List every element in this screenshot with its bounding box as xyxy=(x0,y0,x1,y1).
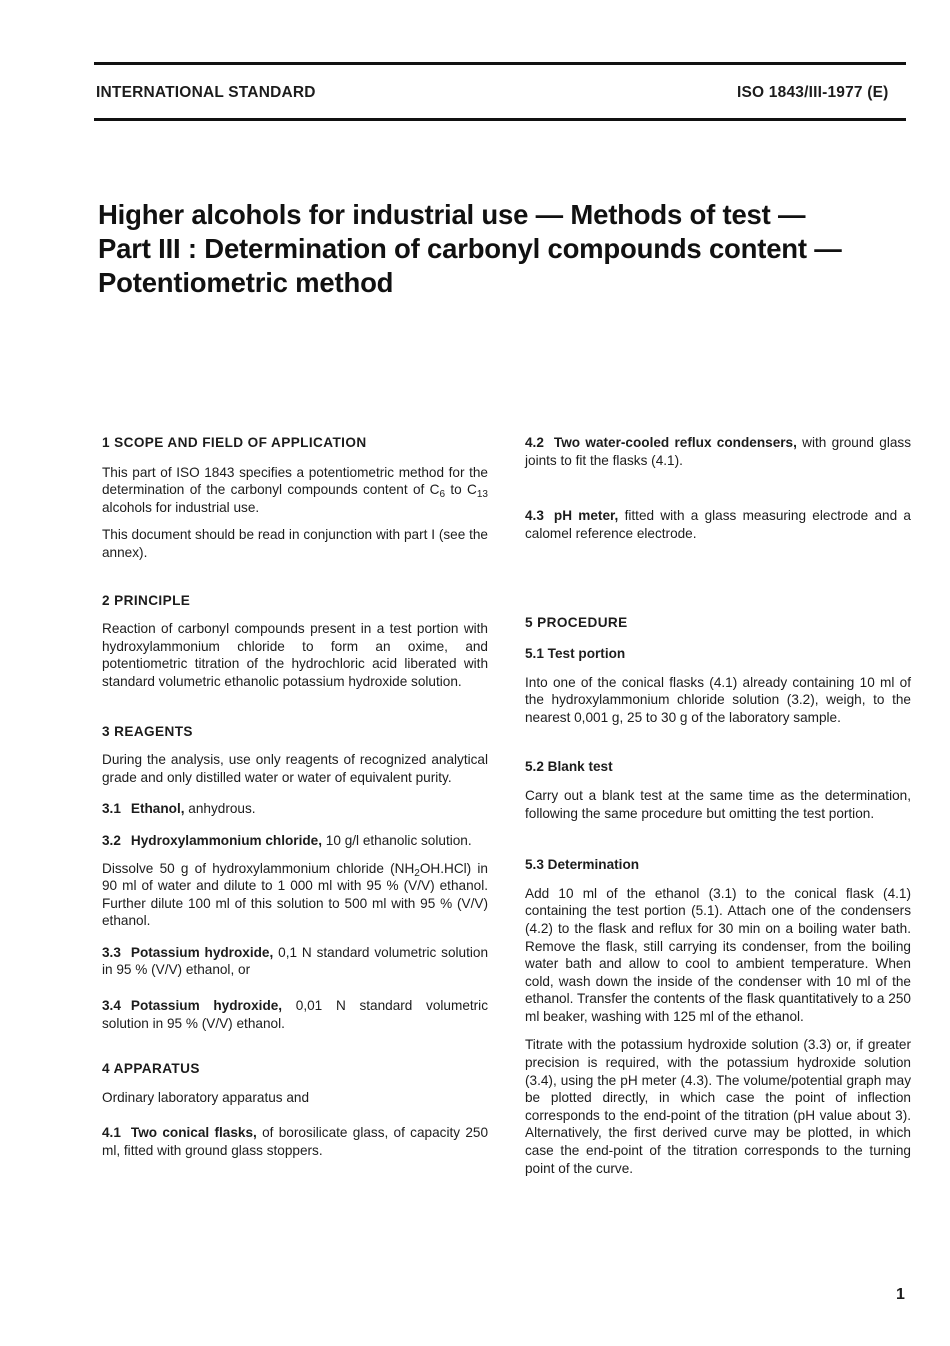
item-4-2-number: 4.2 xyxy=(525,435,544,450)
s1-sub-6: 6 xyxy=(439,489,446,501)
item-4-1-text: of borosilicate glass, of capacity 250 ml, fitted with ground glass stoppers. xyxy=(102,1125,489,1159)
subsection-5-3-heading: 5.3 Determination xyxy=(525,857,640,873)
item-3-2-sub-2: 2 xyxy=(414,867,420,879)
header-rule xyxy=(94,118,906,121)
left-column xyxy=(102,434,488,1160)
s1-text-c: alcohols for industrial use. xyxy=(102,499,260,515)
page-number: 1 xyxy=(896,1286,905,1303)
section-5-heading: 5 PROCEDURE xyxy=(525,615,628,631)
section-2-paragraph: Reaction of carbonyl compounds present in a test portion with hydroxylammonium chloride to form an oxime, and potentiometric titration of the hydrochloric acid liberated with standard volumetric ethanolic potassium hydroxide solution. xyxy=(102,621,488,689)
title-line-1: Higher alcohols for industrial use — Methods of test — xyxy=(98,199,806,230)
top-rule xyxy=(94,62,906,65)
section-1-paragraph-2: This document should be read in conjunction with part I (see the annex). xyxy=(102,527,488,560)
header-document-number: ISO 1843/III-1977 (E) xyxy=(737,84,889,101)
item-4-2 xyxy=(525,434,911,469)
item-3-1-number: 3.1 xyxy=(102,801,121,817)
section-1-heading: 1 SCOPE AND FIELD OF APPLICATION xyxy=(102,435,367,450)
item-4-3-text: fitted with a glass measuring electrode and a calomel reference electrode. xyxy=(525,508,911,541)
item-4-1-title: Two conical flasks, xyxy=(130,1125,257,1141)
item-3-1-text: anhydrous. xyxy=(184,801,256,817)
item-3-3-title: Potassium hydroxide, xyxy=(130,944,274,960)
subsection-5-1-heading: 5.1 Test portion xyxy=(525,645,626,661)
item-3-4-number: 3.4 xyxy=(102,998,121,1014)
section-1-paragraph-1 xyxy=(102,464,488,517)
s1-text-b: to C xyxy=(445,482,477,498)
item-3-3-text: 0,1 N standard volumetric solution in 95 % (V/V) ethanol, or xyxy=(102,944,489,978)
header-standard-label: INTERNATIONAL STANDARD xyxy=(96,84,316,101)
section-2-heading: 2 PRINCIPLE xyxy=(102,592,191,608)
title-line-2: Part III : Determination of carbonyl compounds content — xyxy=(98,233,842,264)
section-4-heading: 4 APPARATUS xyxy=(102,1061,200,1077)
document-title xyxy=(98,198,918,300)
section-3-paragraph: During the analysis, use only reagents of recognized analytical grade and only distilled water or water of equivalent purity. xyxy=(102,752,488,785)
subsection-5-1-paragraph: Into one of the conical flasks (4.1) already containing 10 ml of the hydroxylammonium chloride solution (3.2), weigh, to the nearest 0,001 g, 25 to 30 g of the laboratory sample. xyxy=(525,674,911,725)
item-3-2-para-a: Dissolve 50 g of hydroxylammonium chloride (NH xyxy=(102,860,415,876)
title-line-3: Potentiometric method xyxy=(98,267,394,298)
item-4-3-title: pH meter, xyxy=(553,508,619,524)
item-3-2 xyxy=(102,832,488,850)
item-3-2-text: 10 g/l ethanolic solution. xyxy=(322,832,472,848)
item-4-3-number: 4.3 xyxy=(525,508,544,524)
section-3-heading: 3 REAGENTS xyxy=(102,723,193,739)
right-column xyxy=(525,434,911,1177)
subsection-5-3-paragraph-1: Add 10 ml of the ethanol (3.1) to the conical flask (4.1) containing the test portion (5.1). Attach one of the condensers (4.2) to the flask and reflux for 30 min on a boiling water bath. Remove the flask, still carrying its condenser, from the boiling water bath and allow to cool to ambient temperature. When cold, wash down the inside of the condenser with 10 ml of the ethanol. Transfer the contents of the flask quantitatively to a 250 ml beaker, washing with 125 ml of the ethanol. xyxy=(525,885,911,1024)
item-3-2-number: 3.2 xyxy=(102,832,121,848)
item-3-4-text: 0,01 N standard volumetric solution in 95 % (V/V) ethanol. xyxy=(102,998,488,1031)
item-3-1-title: Ethanol, xyxy=(130,801,185,817)
item-3-3-number: 3.3 xyxy=(102,944,121,960)
item-4-2-title: Two water-cooled reflux condensers, xyxy=(553,435,797,450)
item-3-2-para-b: OH.HCl) in 90 ml of water and dilute to 1 000 ml with 95 % (V/V) ethanol. Further dilute 100 ml of this solution to 500 ml with 95 % (V/V) ethanol. xyxy=(102,860,488,929)
item-4-2-text: with ground glass joints to fit the flasks (4.1). xyxy=(525,435,911,468)
subsection-5-3-paragraph-2: Titrate with the potassium hydroxide solution (3.3) or, if greater precision is required, with the potassium hydroxide solution (3.4), using the pH meter (4.3). The volume/potential graph may be plotted directly, in which case the point of inflection corresponds to the end-point of the titration (pH value about 3). Alternatively, the first derived curve may be plotted, in which case the end-point of the titration corresponds to the turning point of the curve. xyxy=(525,1037,911,1176)
subsection-5-2-heading: 5.2 Blank test xyxy=(525,759,613,775)
item-3-2-paragraph xyxy=(102,860,488,930)
item-4-1 xyxy=(102,1124,488,1159)
item-4-3 xyxy=(525,507,911,542)
item-3-3 xyxy=(102,944,488,979)
item-4-1-number: 4.1 xyxy=(102,1125,121,1141)
section-4-paragraph: Ordinary laboratory apparatus and xyxy=(102,1089,310,1105)
item-3-1 xyxy=(102,800,488,818)
item-3-4 xyxy=(102,997,488,1032)
s1-sub-13: 13 xyxy=(476,489,488,501)
item-3-4-title: Potassium hydroxide, xyxy=(130,998,283,1014)
item-3-2-title: Hydroxylammonium chloride, xyxy=(130,832,323,848)
subsection-5-2-paragraph: Carry out a blank test at the same time as the determination, following the same procedure but omitting the test portion. xyxy=(525,787,911,821)
s1-text-a: This part of ISO 1843 specifies a potentiometric method for the determination of the carbonyl compounds content of C xyxy=(102,464,488,498)
